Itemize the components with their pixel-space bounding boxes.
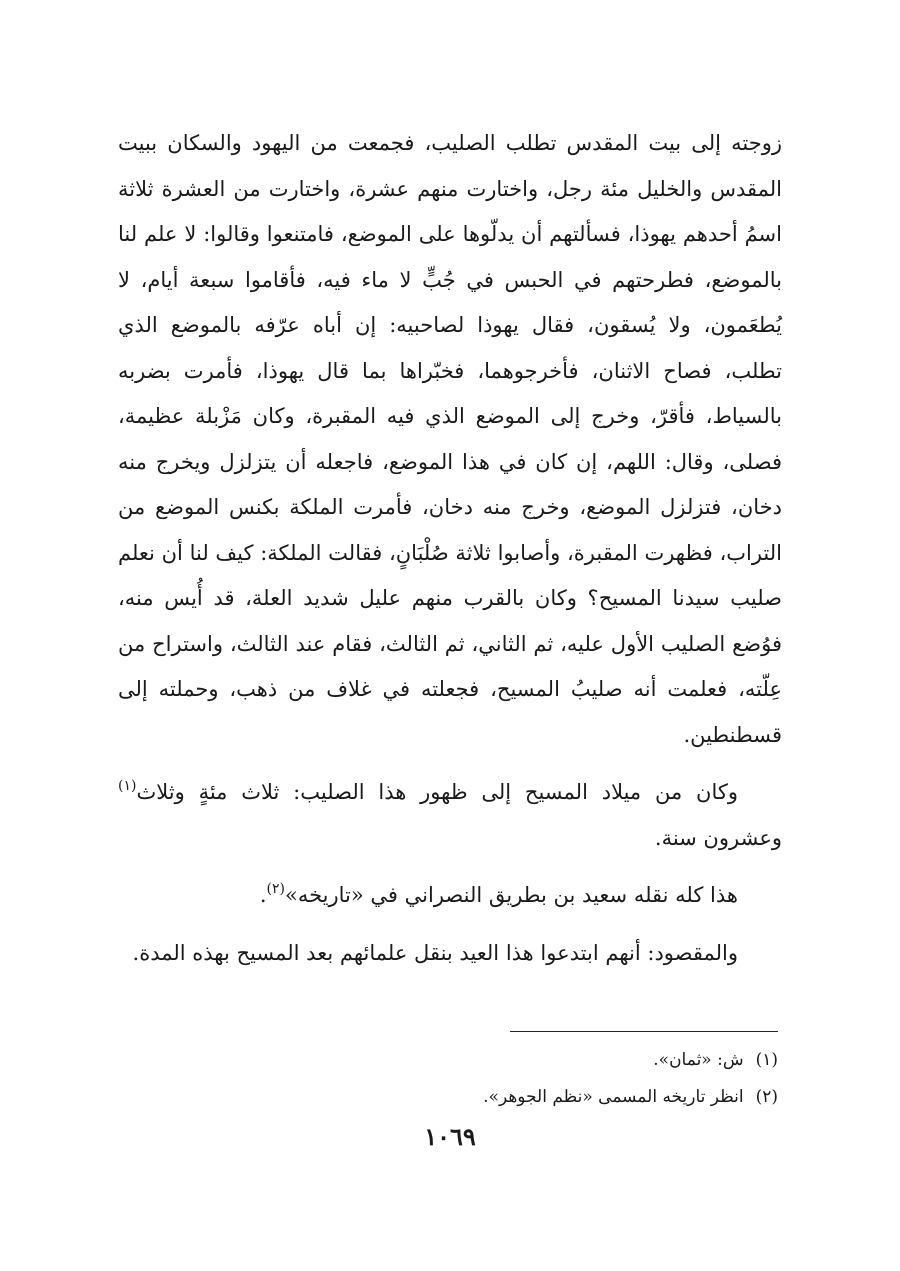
paragraph-3-text-end: . (259, 883, 267, 907)
footnotes (300, 1042, 778, 1116)
page-number: ١٠٦٩ (424, 1122, 476, 1151)
paragraph-3-text: هذا كله نقله سعيد بن بطريق النصراني في «تاريخه» (285, 883, 738, 907)
paragraph-2-text-end: وعشرون سنة. (654, 825, 782, 850)
footnote-reference-1: (١) (118, 778, 137, 794)
footnote-1-text: ش: «ثمان». (653, 1050, 744, 1070)
footnote-separator (510, 1031, 778, 1032)
footnote-2-text: انظر تاريخه المسمى «نظم الجوهر». (483, 1087, 744, 1107)
footnote-reference-2: (٢) (266, 881, 285, 897)
footnote-2-number: (٢) (755, 1087, 778, 1107)
paragraph-2-text-start: وكان من ميلاد المسيح إلى ظهور هذا الصليب: ثلاث مئةٍ وثلاث (136, 780, 738, 804)
paragraph-1: زوجته إلى بيت المقدس تطلب الصليب، فجمعت من اليهود والسكان ببيت المقدس والخليل مئة رجل، واختارت منهم عشرة، واختارت من العشرة ثلاثة اسمُ أحدهم يهوذا، فسألتهم أن يدلّوها على الموضع، فامتنعوا وقالوا: لا علم لنا بالموضع، فطرحتهم في الحبس في جُبٍّ لا ماء فيه، فأقاموا سبعة أيام، لا يُطعَمون، ولا يُسقون، فقال يهوذا لصاحبيه: إن أباه عرّفه بالموضع الذي تطلب، فصاح الاثنان، فأخرجوهما، فخبّراها بما قال يهوذا، فأمرت بضربه بالسياط، فأقرّ، وخرج إلى الموضع الذي فيه المقبرة، وكان مَزْبلة عظيمة، فصلى، وقال: اللهم، إن كان في هذا الموضع، فاجعله أن يتزلزل ويخرج منه دخان، فتزلزل الموضع، وخرج منه دخان، فأمرت الملكة بكنس الموضع من التراب، فظهرت المقبرة، وأصابوا ثلاثة صُلْبَانٍ، فقالت الملكة: كيف لنا أن نعلم صليب سيدنا المسيح؟ وكان بالقرب منهم عليل شديد العلة، قد أُيس منه، فوُضع الصليب الأول عليه، ثم الثاني، ثم الثالث، فقام عند الثالث، واستراح من عِلّته، فعلمت أنه صليبُ المسيح، فجعلته في غلاف من ذهب، وحملته إلى قسطنطين. (118, 131, 782, 747)
footnote-1 (300, 1042, 778, 1079)
paragraph-2 (118, 770, 782, 861)
paragraph-4: والمقصود: أنهم ابتدعوا هذا العيد بنقل علمائهم بعد المسيح بهذه المدة. (132, 940, 738, 965)
footnote-1-number: (١) (755, 1050, 778, 1070)
paragraph-3 (118, 873, 782, 919)
main-text (118, 121, 782, 976)
footnote-2 (300, 1079, 778, 1116)
